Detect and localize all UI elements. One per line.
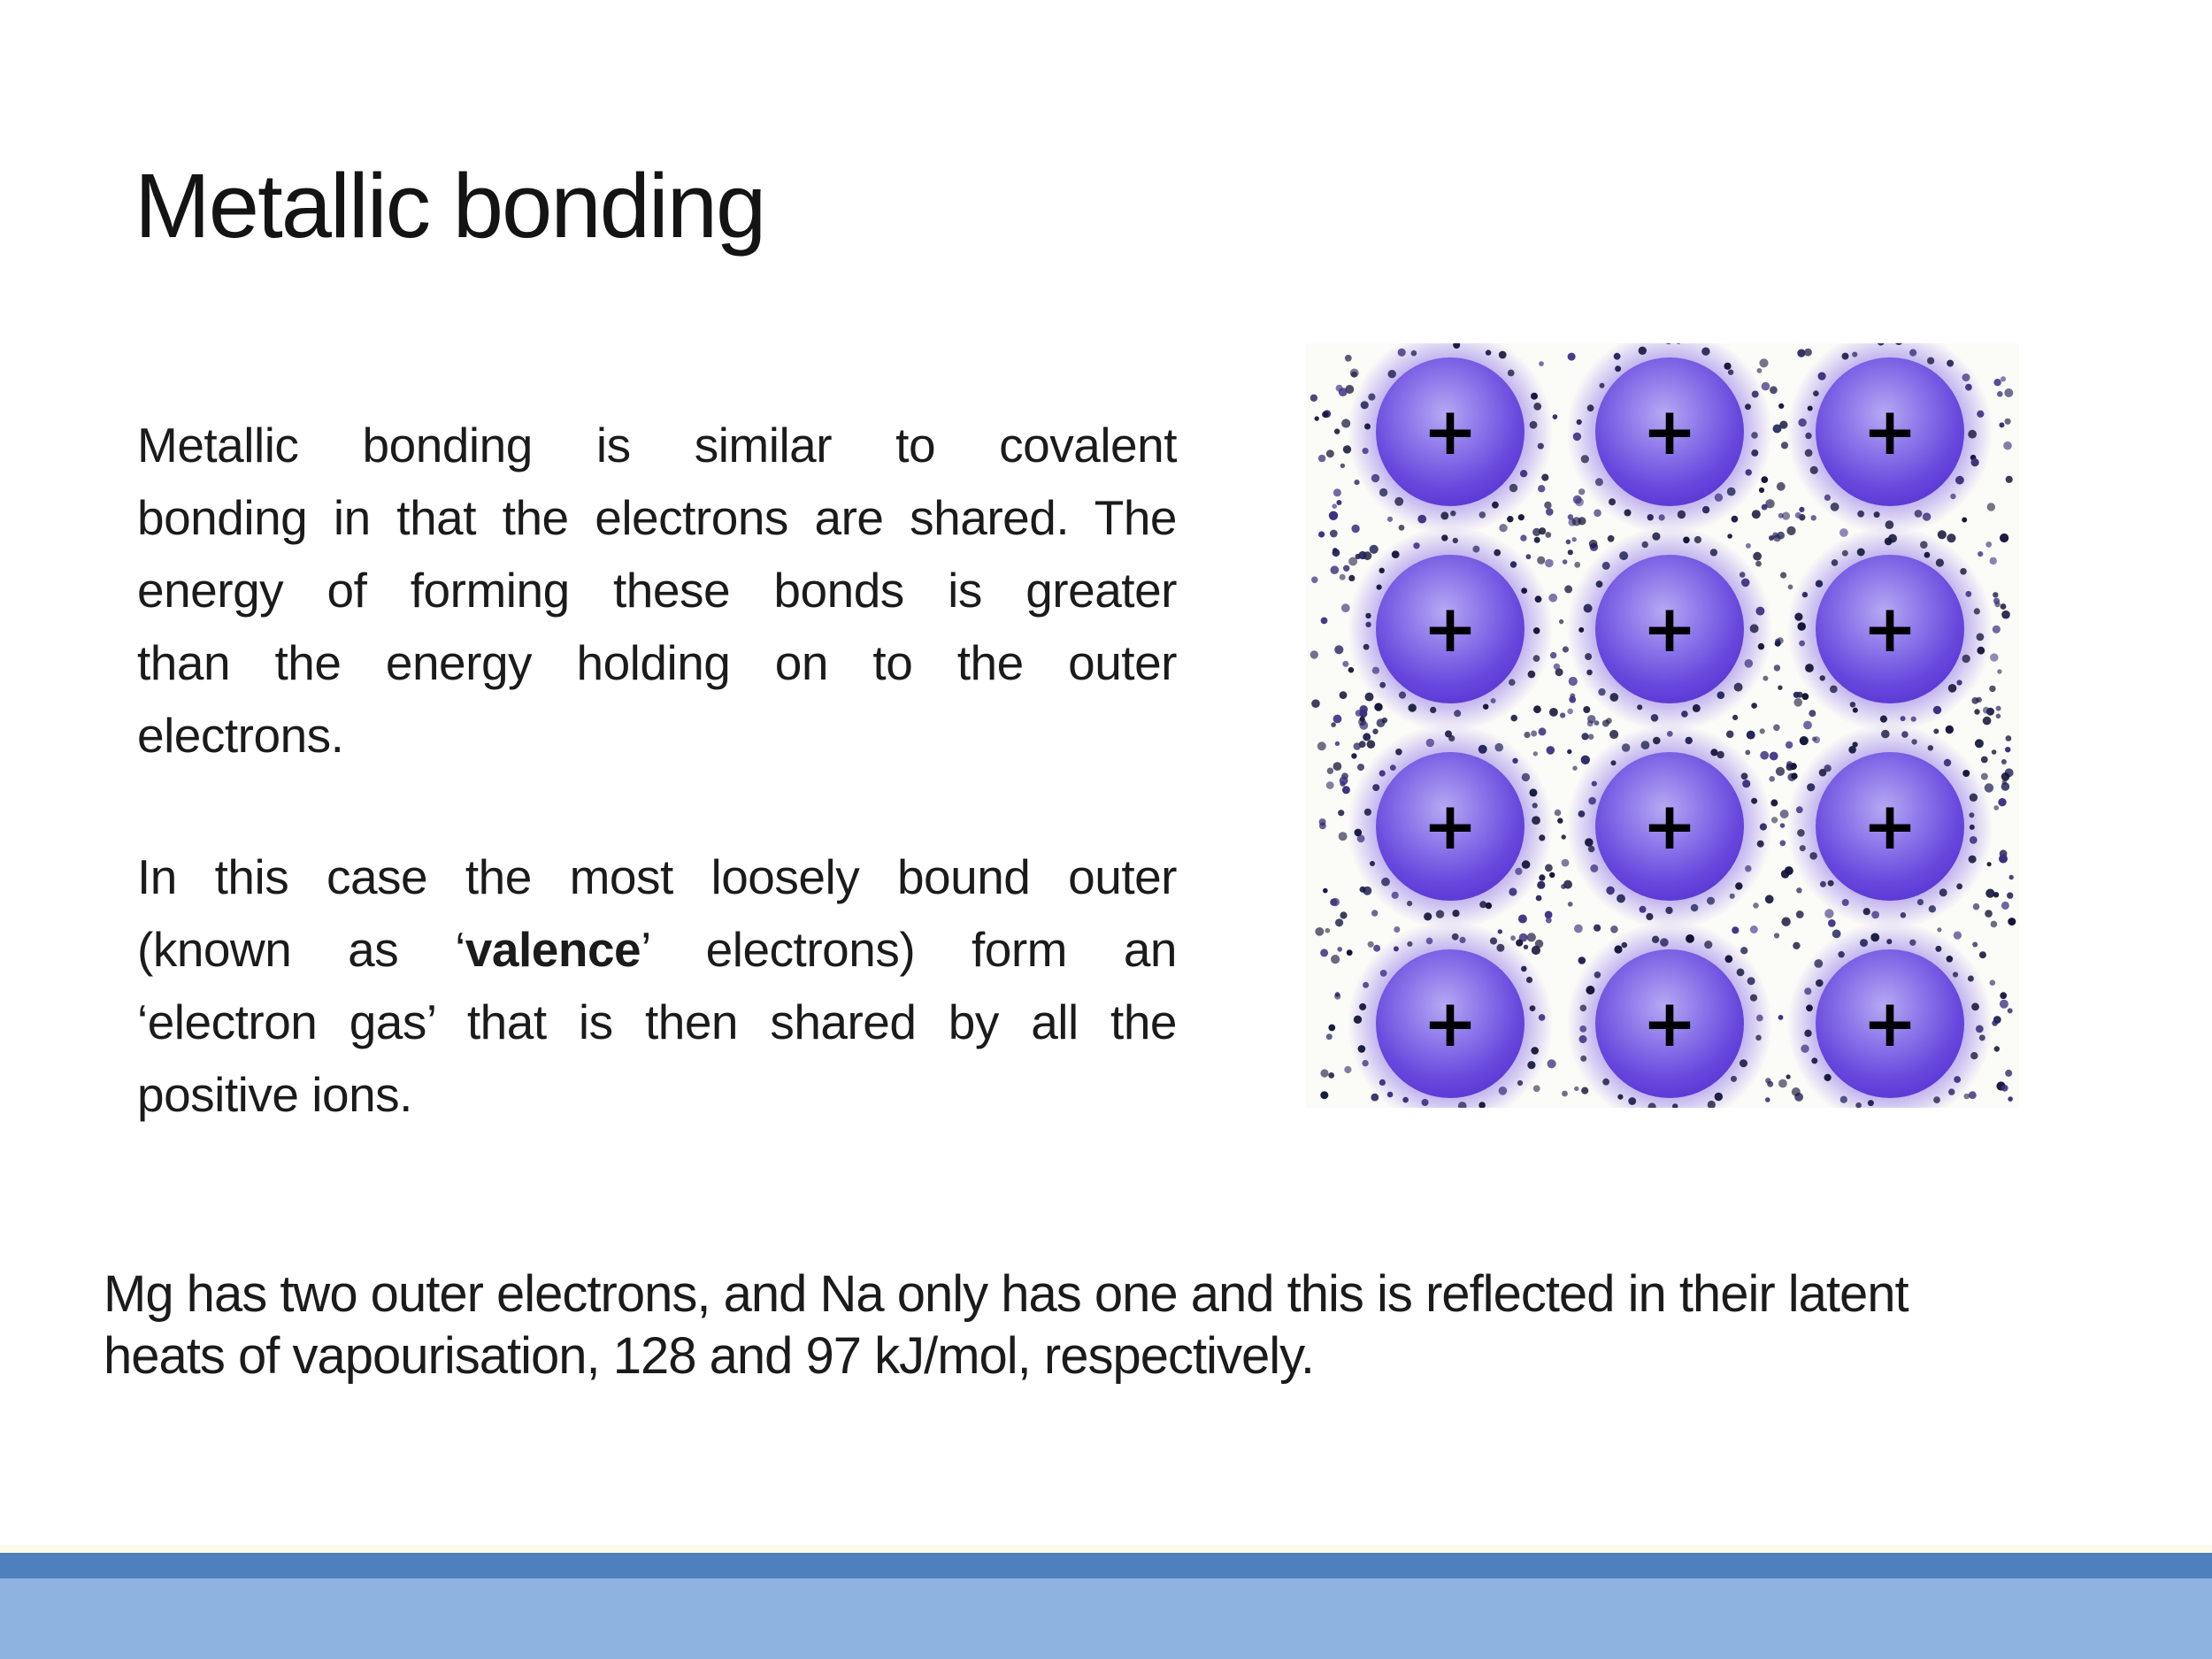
metallic-lattice-figure bbox=[1306, 343, 2019, 1108]
electron-sea-diagram bbox=[1306, 343, 2019, 1108]
paragraph1-line5: electrons. bbox=[137, 708, 344, 763]
paragraph-metallic-bonding bbox=[137, 409, 1177, 772]
positive-ion-symbol: + bbox=[1641, 788, 1698, 864]
bottom-band-light bbox=[0, 1578, 2212, 1659]
paragraph2-line4: positive ions. bbox=[137, 1067, 412, 1122]
footer-paragraph bbox=[104, 1263, 1909, 1387]
positive-ion-symbol: + bbox=[1422, 986, 1479, 1062]
paragraph1-line3: energy of forming these bonds is greater bbox=[137, 563, 1177, 618]
cream-divider-line bbox=[0, 1545, 2212, 1553]
positive-ion-symbol: + bbox=[1862, 986, 1918, 1062]
footer-line1: Mg has two outer electrons, and Na only has one and this is reflected in their latent bbox=[104, 1265, 1909, 1323]
paragraph1-line4: than the energy holding on to the outer bbox=[137, 635, 1177, 690]
paragraph-valence-electrons bbox=[137, 841, 1177, 1131]
paragraph1-line1: Metallic bonding is similar to covalent bbox=[137, 418, 1177, 472]
positive-ion-symbol: + bbox=[1422, 591, 1479, 667]
positive-ion-symbol: + bbox=[1862, 591, 1918, 667]
slide-title: Metallic bonding bbox=[134, 155, 765, 257]
positive-ion-symbol: + bbox=[1422, 394, 1479, 470]
positive-ion-symbol: + bbox=[1641, 986, 1698, 1062]
paragraph2-line2-pre: (known as ‘ bbox=[137, 922, 465, 977]
bottom-band-dark bbox=[0, 1553, 2212, 1578]
paragraph2-line1: In this case the most loosely bound outer bbox=[137, 849, 1177, 904]
paragraph1-line2: bonding in that the electrons are shared. The bbox=[137, 490, 1177, 545]
positive-ion-symbol: + bbox=[1862, 394, 1918, 470]
paragraph2-line2-post: ’ electrons) form an bbox=[641, 922, 1177, 977]
positive-ion-symbol: + bbox=[1641, 394, 1698, 470]
paragraph2-line3: ‘electron gas’ that is then shared by all the bbox=[137, 995, 1177, 1049]
valence-bold-text: valence bbox=[465, 922, 641, 977]
positive-ion-symbol: + bbox=[1862, 788, 1918, 864]
positive-ion-symbol: + bbox=[1641, 591, 1698, 667]
positive-ion-symbol: + bbox=[1422, 788, 1479, 864]
paragraph2-line2 bbox=[137, 913, 1177, 986]
footer-line2: heats of vapourisation, 128 and 97 kJ/mol, respectively. bbox=[104, 1327, 1314, 1385]
